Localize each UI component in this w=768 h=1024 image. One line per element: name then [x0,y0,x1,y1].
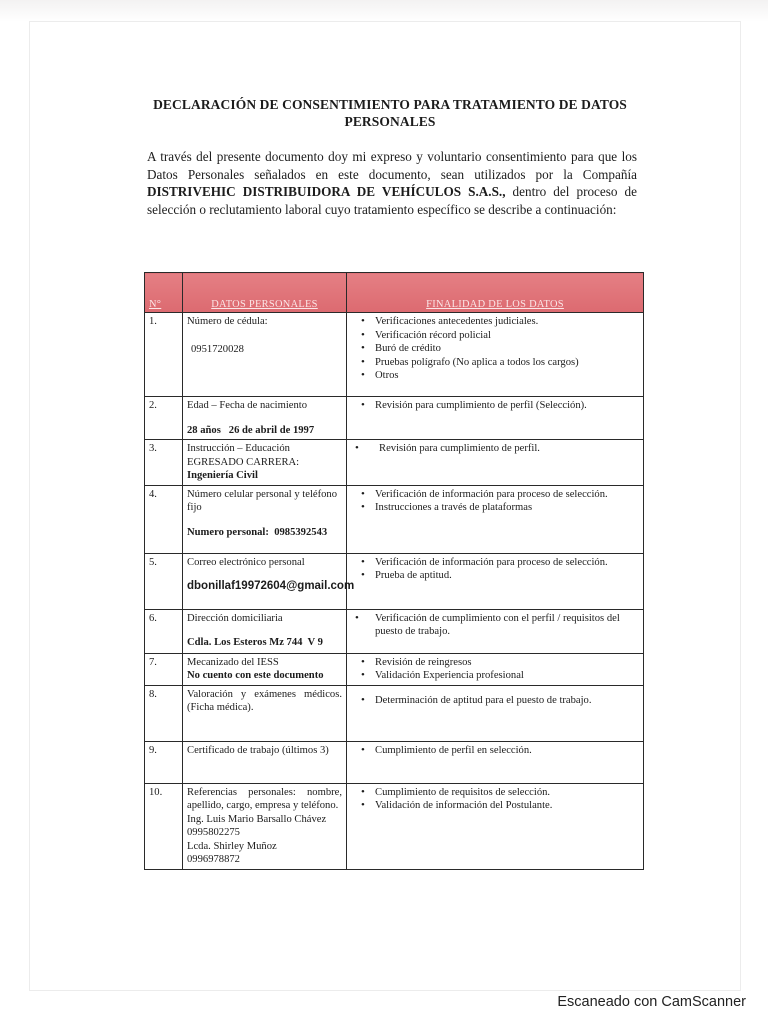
purpose-cell [347,553,644,609]
table-header-row [145,273,644,313]
company-name: DISTRIVEHIC DISTRIBUIDORA DE VEHÍCULOS S.A.S., [147,184,506,199]
field-label: Edad – Fecha de nacimiento [187,400,308,411]
header-num: N° [145,273,183,313]
list-item: • Buró de crédito [361,342,639,356]
purpose-cell [347,440,644,486]
purpose-cell [347,485,644,553]
purpose-cell [347,609,644,653]
list-item: • Verificación de información para proceso de selección. [361,488,639,502]
purpose-cell [347,653,644,685]
field-value: No cuento con este documento [187,670,324,681]
personal-data-cell [183,485,347,553]
document-title-line1: DECLARACIÓN DE CONSENTIMIENTO PARA TRATAMIENTO DE DATOS [153,97,627,112]
table-row [145,783,644,869]
purpose-cell [347,741,644,783]
field-label: Instrucción – Educación [187,443,290,454]
field-label: Referencias personales: nombre, apellido, cargo, empresa y teléfono. [187,786,342,811]
personal-data-cell [183,783,347,869]
intro-text-part2: dentro del proceso de selección o reclutamiento laboral cuyo tratamiento específico se describe a continuación: [147,184,637,217]
list-item: • Determinación de aptitud para el puesto de trabajo. [361,694,639,708]
reference-name-1: Ing. Luis Mario Barsallo Chávez [187,813,327,825]
personal-data-cell [183,397,347,440]
purpose-cell [347,397,644,440]
list-item: • Revisión para cumplimiento de perfil. [355,442,639,456]
table-row [145,440,644,486]
list-item: • Prueba de aptitud. [361,569,639,583]
list-item: • Cumplimiento de perfil en selección. [361,744,639,758]
list-item: • Validación de información del Postulante. [361,799,639,813]
document-title-line2: PERSONALES [344,114,436,129]
purpose-cell [347,685,644,741]
reference-phone-2: 0996978872 [187,854,240,865]
personal-data-cell [183,553,355,609]
camscanner-watermark: Escaneado con CamScanner [557,994,746,1010]
personal-data-cell [183,685,347,741]
purpose-cell [347,783,644,869]
list-item: • Revisión para cumplimiento de perfil (Selección). [361,399,639,413]
row-number: 8. [145,685,183,741]
row-number: 6. [145,609,183,653]
list-item: • Verificaciones antecedentes judiciales. [361,315,639,329]
personal-data-cell [183,313,347,397]
list-item: • Verificación de información para proceso de selección. [361,556,639,570]
field-value: 28 años 26 de abril de 1997 [187,424,315,436]
field-value: 0951720028 [191,343,244,355]
table-row [145,685,644,741]
table-row [145,653,644,685]
row-number: 9. [145,741,183,783]
reference-name-2: Lcda. Shirley Muñoz [187,840,277,852]
list-item: • Validación Experiencia profesional [361,669,639,683]
field-label: Número de cédula: [187,316,268,327]
field-label: Correo electrónico personal [187,556,305,568]
row-number: 5. [145,553,183,609]
field-value: Numero personal: 0985392543 [187,526,328,538]
field-label: Valoración y exámenes médicos. (Ficha médica). [187,688,342,713]
field-label: Número celular personal y teléfono fijo [187,488,338,513]
intro-text-part1: A través del presente documento doy mi expreso y voluntario consentimiento para que los Datos Personales señalados en este documento, sean utilizados por la Compañía [147,149,637,182]
table-row [145,485,644,553]
row-number: 7. [145,653,183,685]
row-number: 2. [145,397,183,440]
list-item: • Pruebas polígrafo (No aplica a todos los cargos) [361,356,639,370]
row-number: 10. [145,783,183,869]
table-row [145,609,644,653]
field-label: Mecanizado del IESS [187,656,279,668]
header-purpose: FINALIDAD DE LOS DATOS [347,273,644,313]
consent-table [144,272,644,870]
purpose-cell [347,313,644,397]
field-label: Certificado de trabajo (últimos 3) [187,744,329,756]
table-row [145,313,644,397]
list-item: • Cumplimiento de requisitos de selección. [361,786,639,800]
personal-data-cell [183,609,347,653]
field-value: Cdla. Los Esteros Mz 744 V 9 [187,637,323,648]
list-item: • Revisión de reingresos [361,656,639,670]
list-item: • Verificación récord policial [361,329,639,343]
email-value: dbonillaf19972604@gmail.com [187,580,355,592]
personal-data-cell [183,440,347,486]
table-row [145,397,644,440]
row-number: 3. [145,440,183,486]
field-value: Ingeniería Civil [187,470,258,481]
intro-paragraph [147,148,637,218]
table-row [145,553,644,609]
document-title [150,96,630,130]
field-label: Dirección domiciliaria [187,612,283,624]
row-number: 4. [145,485,183,553]
personal-data-cell [183,653,347,685]
scan-edge [0,0,768,22]
row-number: 1. [145,313,183,397]
header-personal-data: DATOS PERSONALES [183,273,347,313]
field-label-2: EGRESADO CARRERA: [187,456,300,468]
table-row [145,741,644,783]
list-item: • Otros [361,369,639,383]
list-item: • Verificación de cumplimiento con el perfil / requisitos del puesto de trabajo. [355,612,639,639]
list-item: • Instrucciones a través de plataformas [361,501,639,515]
personal-data-cell [183,741,347,783]
reference-phone-1: 0995802275 [187,827,240,838]
